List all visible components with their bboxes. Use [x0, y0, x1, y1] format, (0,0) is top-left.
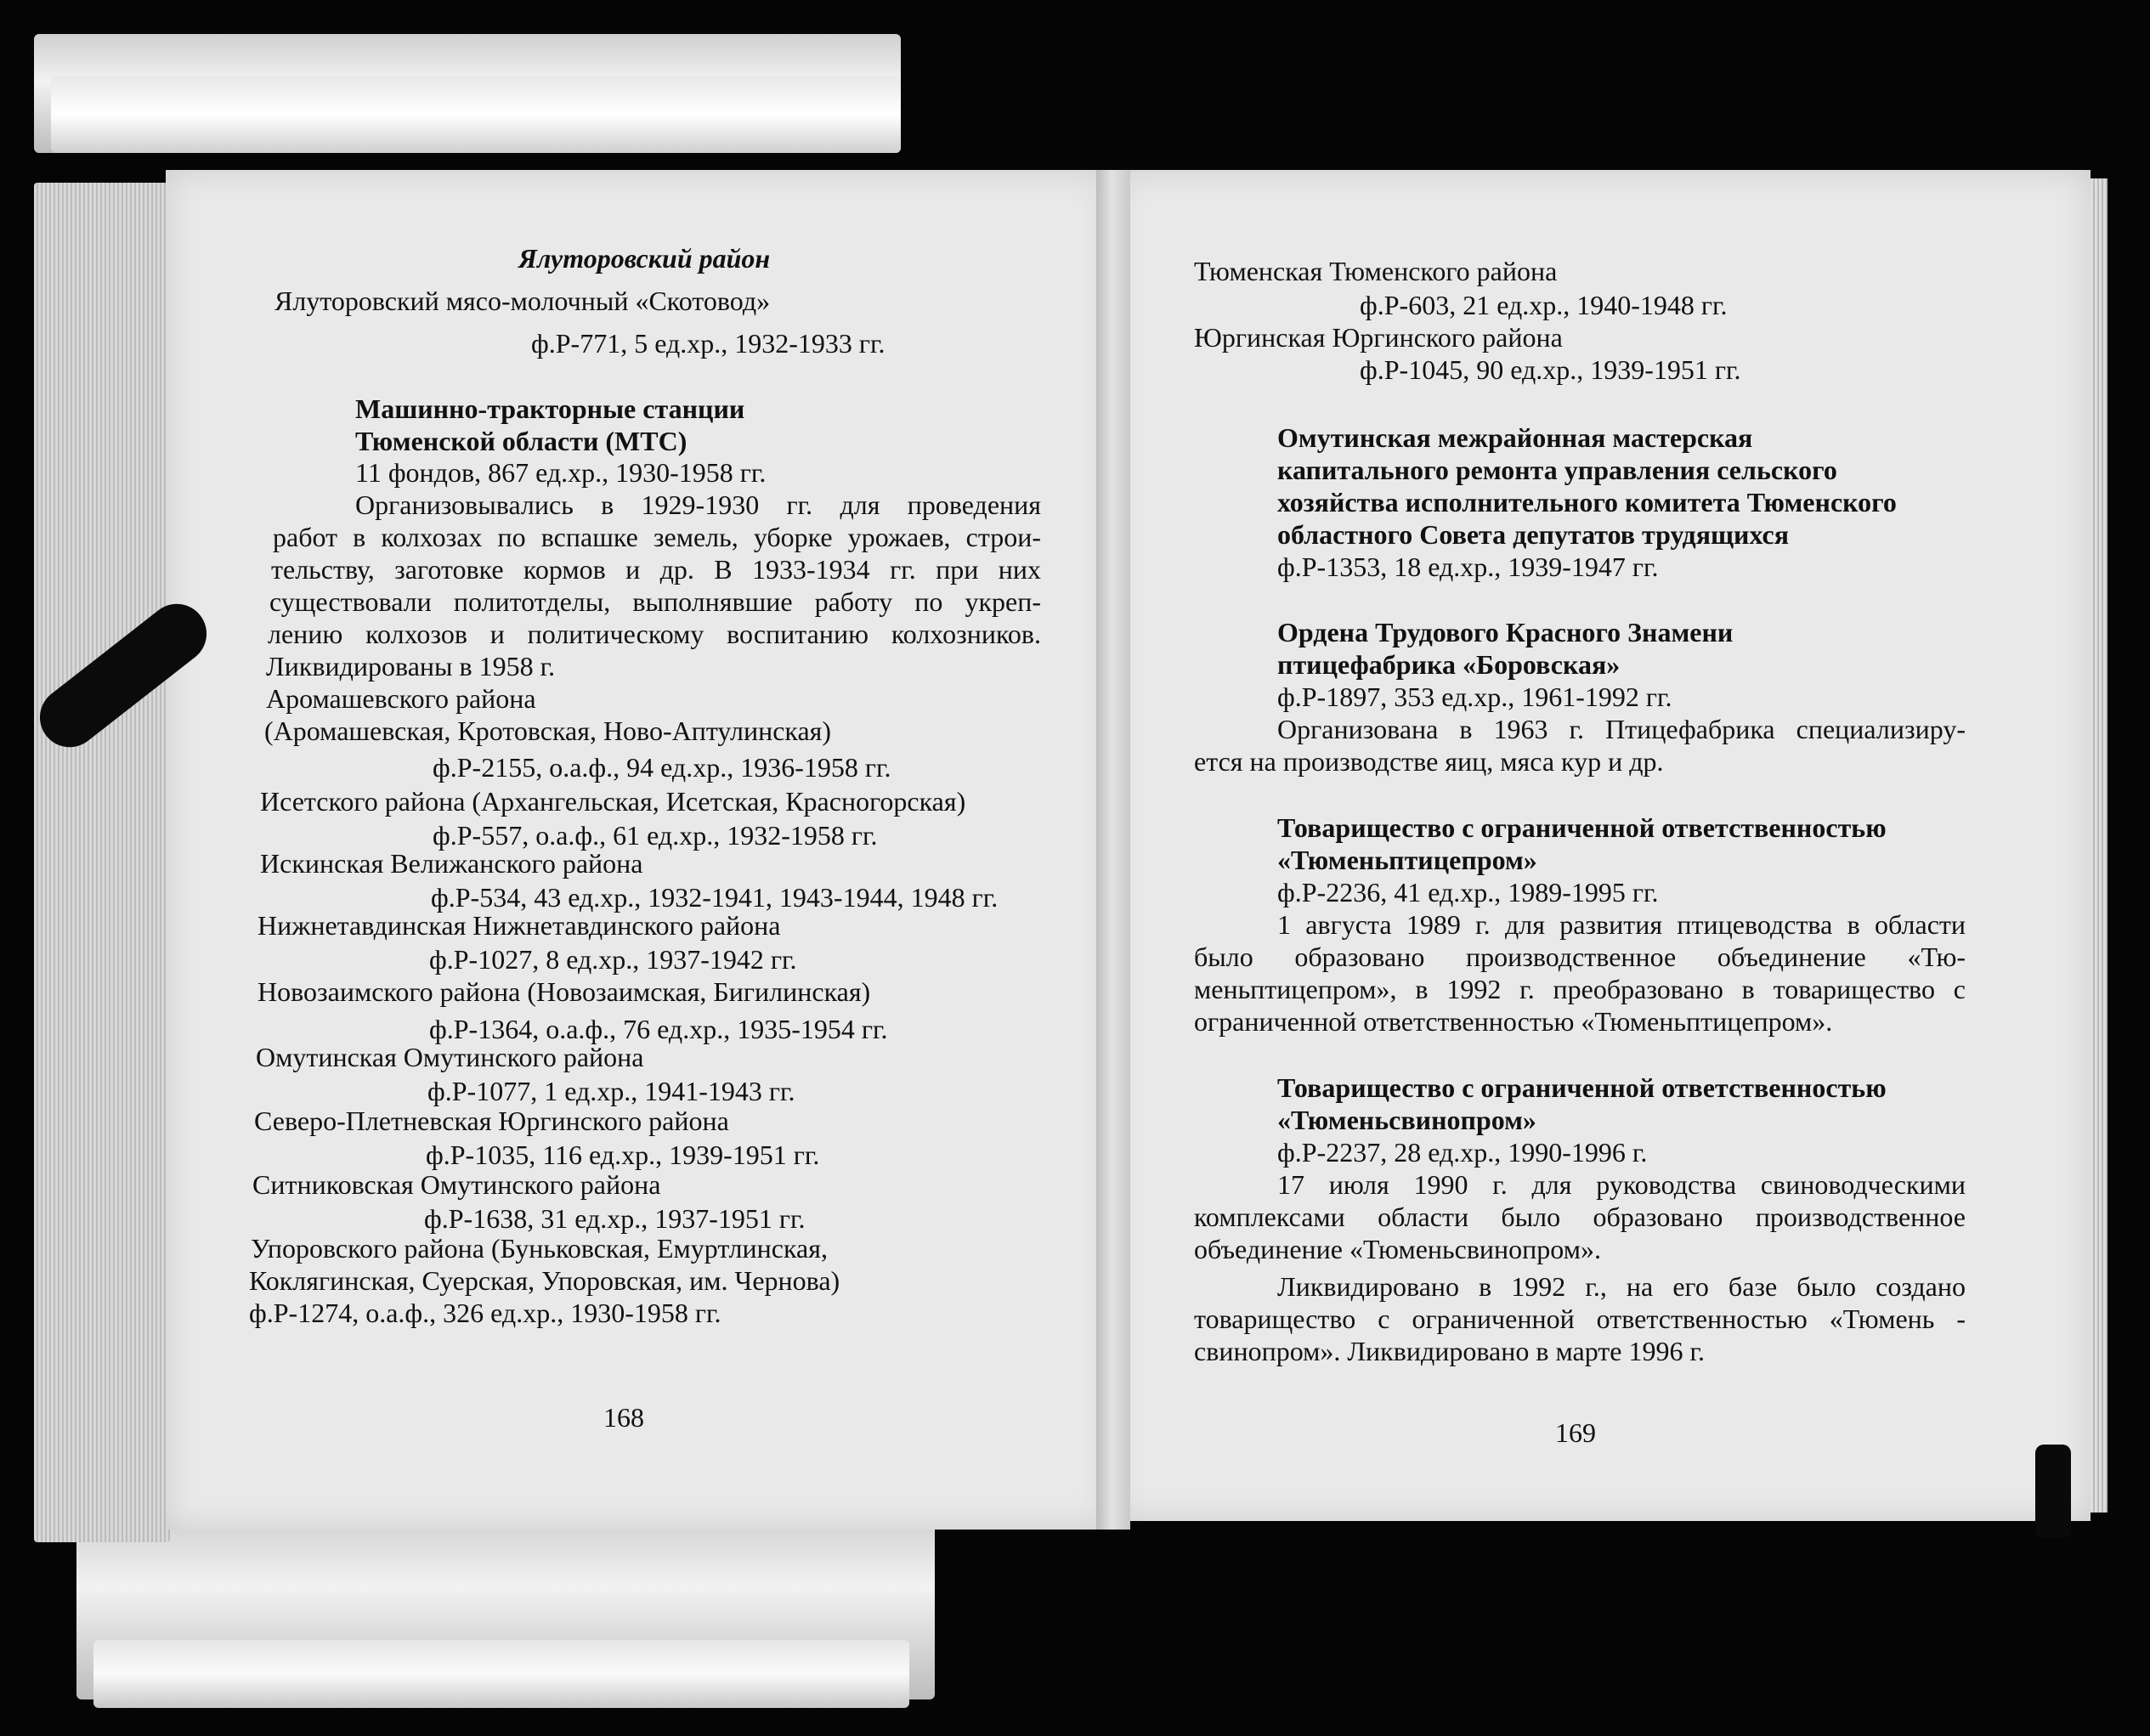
- text-line: Искинская Велижанского района: [260, 848, 643, 879]
- book-gutter: [1096, 170, 1130, 1530]
- text-line: Ликвидированы в 1958 г.: [266, 651, 556, 681]
- text-line: ограниченной ответственностью «Тюменьптицепром».: [1194, 1006, 1833, 1037]
- subheading-line: Ордена Трудового Красного Знамени: [1277, 617, 1734, 647]
- text-line: Аромашевского района: [266, 683, 536, 714]
- text-line: Исетского района (Архангельская, Исетская, Красногорская): [260, 786, 966, 817]
- text-line: 11 фондов, 867 ед.хр., 1930-1958 гг.: [355, 457, 767, 488]
- text-line: ф.Р-1035, 116 ед.хр., 1939-1951 гг.: [426, 1139, 820, 1170]
- text-line: ф.Р-534, 43 ед.хр., 1932-1941, 1943-1944, 1948 гг.: [431, 882, 999, 913]
- text-line: существовали политотделы, выполнявшие работу по укреп-: [269, 586, 1041, 617]
- text-line: Упоровского района (Буньковская, Емуртлинская,: [251, 1233, 828, 1264]
- page-clip: [2035, 1445, 2071, 1538]
- subheading-line: Машинно-тракторные станции: [355, 393, 745, 424]
- text-line: ется на производстве яиц, мяса кур и др.: [1194, 746, 1664, 777]
- section-heading: Ялуторовский район: [518, 243, 771, 274]
- text-line: работ в колхозах по вспашке земель, уборке урожаев, строи-: [273, 522, 1041, 552]
- text-line: лению колхозов и политическому воспитанию колхозников.: [268, 619, 1041, 649]
- text-line: Северо-Плетневская Юргинского района: [254, 1105, 729, 1136]
- text-line: ф.Р-1364, о.а.ф., 76 ед.хр., 1935-1954 гг.: [429, 1014, 888, 1044]
- text-line: ф.Р-557, о.а.ф., 61 ед.хр., 1932-1958 гг.: [433, 820, 878, 851]
- text-line: комплексами области было образовано производственное: [1194, 1202, 1966, 1232]
- text-line: (Аромашевская, Кротовская, Ново-Аптулинская): [264, 715, 832, 746]
- subheading-line: хозяйства исполнительного комитета Тюменского: [1277, 487, 1897, 517]
- foam-support-bottom-inner: [93, 1640, 909, 1708]
- text-line: Организована в 1963 г. Птицефабрика специализиру-: [1277, 714, 1966, 744]
- text-line: ф.Р-2155, о.а.ф., 94 ед.хр., 1936-1958 гг.: [433, 752, 891, 783]
- text-line: меньптицепром», в 1992 г. преобразовано в товарищество с: [1194, 974, 1966, 1004]
- text-line: свинопром». Ликвидировано в марте 1996 г.: [1194, 1336, 1705, 1366]
- text-line: Ялуторовский мясо-молочный «Скотовод»: [274, 286, 771, 316]
- text-line: объединение «Тюменьсвинопром».: [1194, 1234, 1601, 1264]
- text-line: ф.Р-1353, 18 ед.хр., 1939-1947 гг.: [1277, 551, 1659, 582]
- text-line: Ликвидировано в 1992 г., на его базе было создано: [1277, 1271, 1966, 1302]
- text-line: ф.Р-1045, 90 ед.хр., 1939-1951 гг.: [1360, 354, 1741, 385]
- text-line: 17 июля 1990 г. для руководства свиноводческими: [1277, 1169, 1966, 1200]
- subheading-line: «Тюменьптицепром»: [1277, 845, 1537, 875]
- text-line: Тюменская Тюменского района: [1194, 256, 1558, 286]
- text-line: Юргинская Юргинского района: [1194, 322, 1563, 353]
- subheading-line: областного Совета депутатов трудящихся: [1277, 519, 1790, 550]
- text-line: тельству, заготовке кормов и др. В 1933-1934 гг. при них: [271, 554, 1041, 585]
- text-line: ф.Р-1638, 31 ед.хр., 1937-1951 гг.: [424, 1203, 806, 1234]
- text-line: ф.Р-603, 21 ед.хр., 1940-1948 гг.: [1360, 290, 1728, 320]
- text-line: Коклягинская, Суерская, Упоровская, им. Чернова): [249, 1265, 840, 1296]
- text-line: ф.Р-2236, 41 ед.хр., 1989-1995 гг.: [1277, 877, 1659, 908]
- subheading-line: Товарищество с ограниченной ответственностью: [1277, 812, 1887, 843]
- text-line: Омутинская Омутинского района: [256, 1042, 644, 1072]
- text-line: Ситниковская Омутинского района: [252, 1169, 661, 1200]
- subheading-line: капитального ремонта управления сельского: [1277, 455, 1837, 485]
- page-number: 168: [603, 1402, 644, 1433]
- subheading-line: Омутинская межрайонная мастерская: [1277, 422, 1753, 453]
- text-line: ф.Р-2237, 28 ед.хр., 1990-1996 г.: [1277, 1137, 1648, 1168]
- text-line: ф.Р-771, 5 ед.хр., 1932-1933 гг.: [531, 328, 885, 359]
- text-line: ф.Р-1897, 353 ед.хр., 1961-1992 гг.: [1277, 681, 1672, 712]
- page-number: 169: [1555, 1417, 1596, 1448]
- text-line: Новозаимского района (Новозаимская, Бигилинская): [257, 976, 871, 1007]
- text-line: ф.Р-1274, о.а.ф., 326 ед.хр., 1930-1958 гг.: [249, 1298, 721, 1328]
- text-line: ф.Р-1027, 8 ед.хр., 1937-1942 гг.: [429, 944, 797, 975]
- text-line: 1 августа 1989 г. для развития птицеводства в области: [1277, 909, 1966, 940]
- text-line: Организовывались в 1929-1930 гг. для проведения: [355, 489, 1041, 520]
- subheading-line: птицефабрика «Боровская»: [1277, 649, 1621, 680]
- subheading-line: «Тюменьсвинопром»: [1277, 1105, 1536, 1135]
- subheading-line: Товарищество с ограниченной ответственностью: [1277, 1072, 1887, 1103]
- subheading-line: Тюменской области (МТС): [355, 426, 687, 456]
- text-line: товарищество с ограниченной ответственностью «Тюмень -: [1194, 1303, 1966, 1334]
- book-page-edges-left: [34, 183, 170, 1542]
- text-line: было образовано производственное объединение «Тю-: [1194, 942, 1966, 972]
- text-line: Нижнетавдинская Нижнетавдинского района: [257, 910, 781, 941]
- text-line: ф.Р-1077, 1 ед.хр., 1941-1943 гг.: [427, 1076, 795, 1106]
- foam-support-top-inner: [51, 76, 901, 153]
